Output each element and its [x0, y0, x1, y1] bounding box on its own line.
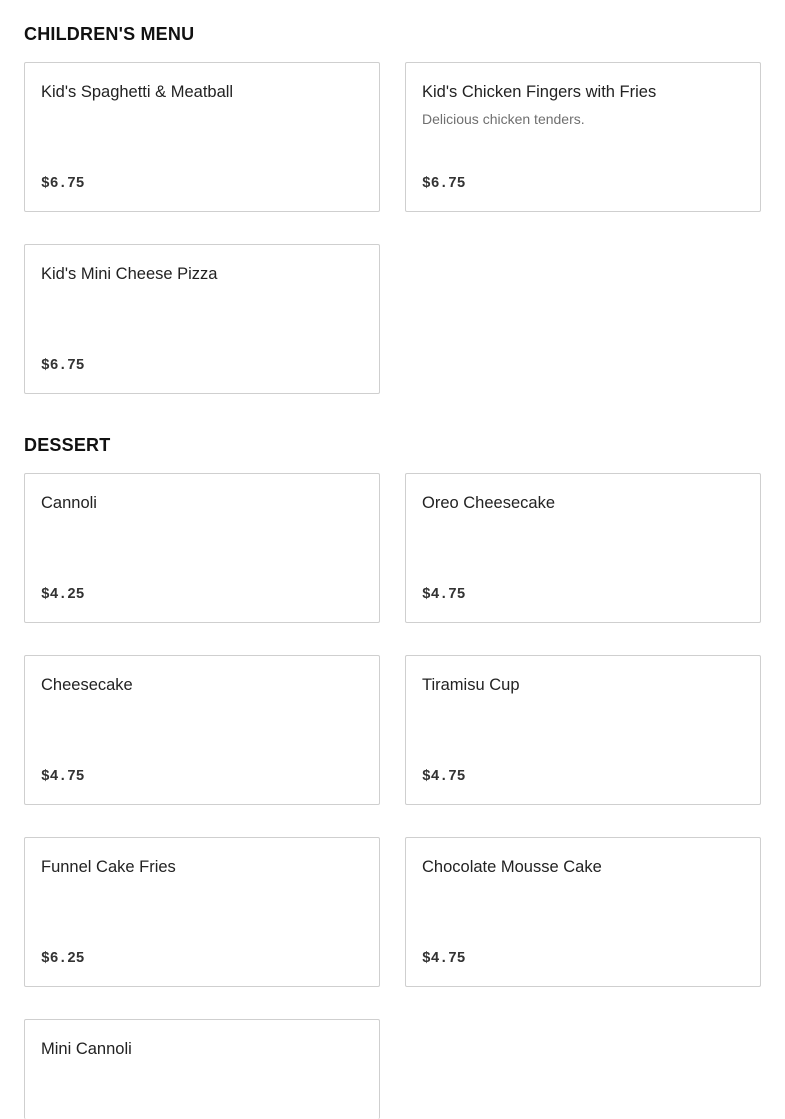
menu-item-card[interactable] — [405, 655, 761, 805]
menu-item-card[interactable] — [24, 244, 380, 394]
menu-item-price: $4.25 — [41, 587, 85, 603]
menu-item-card[interactable] — [24, 62, 380, 212]
menu-item-name: Cannoli — [41, 494, 97, 512]
childrens-menu-grid — [24, 62, 761, 394]
menu-item-price: $4.75 — [422, 769, 466, 785]
menu-item-name: Kid's Spaghetti & Meatball — [41, 83, 234, 101]
menu-item-price: $4.75 — [41, 769, 85, 785]
menu-page — [24, 0, 761, 1119]
section-title-dessert: DESSERT — [24, 435, 111, 455]
menu-item-card[interactable] — [405, 473, 761, 623]
menu-item-name: Oreo Cheesecake — [422, 494, 555, 512]
menu-item-card[interactable] — [24, 655, 380, 805]
menu-item-card[interactable] — [24, 473, 380, 623]
menu-item-name: Cheesecake — [41, 676, 133, 694]
menu-item-name: Chocolate Mousse Cake — [422, 858, 602, 876]
menu-item-card[interactable] — [24, 837, 380, 987]
menu-item-name: Kid's Chicken Fingers with Fries — [422, 83, 657, 101]
menu-item-name: Tiramisu Cup — [422, 676, 520, 694]
dessert-grid — [24, 473, 761, 1119]
menu-item-price: $6.75 — [41, 358, 85, 374]
menu-item-price: $4.75 — [422, 951, 466, 967]
menu-item-name: Kid's Mini Cheese Pizza — [41, 265, 218, 283]
menu-item-price: $6.25 — [41, 951, 85, 967]
menu-item-card[interactable] — [24, 1019, 380, 1119]
menu-item-name: Mini Cannoli — [41, 1040, 132, 1058]
section-title-childrens-menu: CHILDREN'S MENU — [24, 24, 195, 44]
menu-item-price: $6.75 — [41, 176, 85, 192]
menu-item-description: Delicious chicken tenders. — [422, 111, 585, 127]
menu-item-price: $4.75 — [422, 587, 466, 603]
menu-item-name: Funnel Cake Fries — [41, 858, 176, 876]
menu-item-card[interactable] — [405, 62, 761, 212]
section-spacer — [24, 394, 761, 430]
menu-item-card[interactable] — [405, 837, 761, 987]
menu-item-price: $6.75 — [422, 176, 466, 192]
